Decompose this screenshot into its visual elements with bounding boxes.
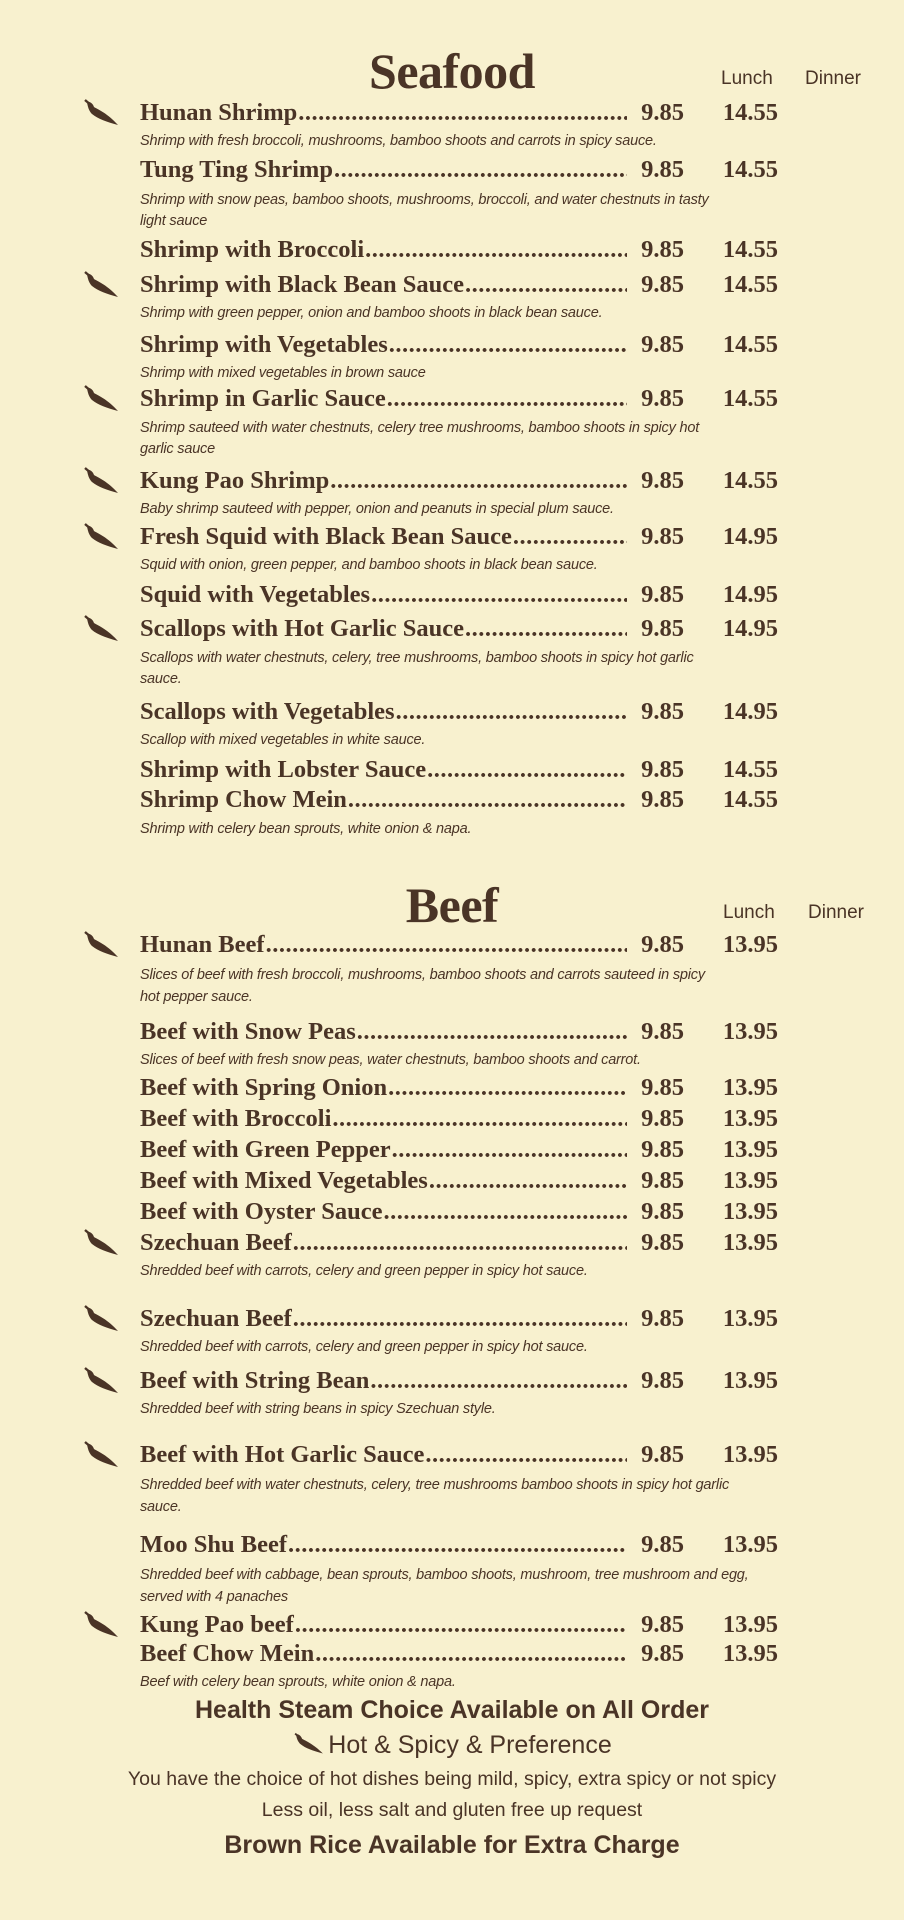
item-name: Beef with Snow Peas [140, 1018, 356, 1045]
dinner-price: 14.95 [722, 581, 778, 608]
dinner-price: 13.95 [722, 1167, 778, 1194]
menu-item-row [140, 270, 778, 300]
lunch-price: 9.85 [641, 1167, 684, 1194]
chili-pepper-icon [82, 466, 120, 496]
section-title-beef: Beef [405, 877, 499, 933]
menu-item-row [140, 1166, 778, 1196]
spicy-choice-note: You have the choice of hot dishes being mild, spicy, extra spicy or not spicy [127, 1768, 777, 1790]
item-name: Beef with Hot Garlic Sauce [140, 1441, 425, 1468]
menu-item-row [140, 1304, 778, 1334]
item-name: Kung Pao beef [140, 1611, 294, 1638]
chili-pepper-icon [82, 98, 120, 128]
item-name: Shrimp with Lobster Sauce [140, 756, 427, 783]
section-title-seafood: Seafood [369, 43, 535, 99]
dot-leader [334, 155, 627, 185]
item-description [140, 648, 840, 690]
lunch-price: 9.85 [641, 1441, 684, 1468]
lunch-price: 9.85 [641, 1611, 684, 1638]
brown-rice-note: Brown Rice Available for Extra Charge [224, 1831, 680, 1859]
dinner-price: 14.55 [722, 99, 778, 126]
dinner-price: 14.95 [722, 523, 778, 550]
menu-item-row [140, 930, 778, 960]
menu-item-row [140, 522, 778, 552]
item-name: Shrimp with Black Bean Sauce [140, 271, 464, 298]
item-description-line: Slices of beef with fresh snow peas, water chestnuts, bamboo shoots and carrot. [140, 1052, 641, 1068]
dinner-price: 14.55 [722, 236, 778, 263]
lunch-price: 9.85 [641, 99, 684, 126]
dinner-header-beef: Dinner [808, 902, 864, 923]
menu-item-row [140, 1197, 778, 1227]
item-name: Beef with Spring Onion [140, 1074, 388, 1101]
item-description-line: Beef with celery bean sprouts, white onion & napa. [140, 1674, 456, 1690]
item-description-line: Shredded beef with carrots, celery and green pepper in spicy hot sauce. [140, 1339, 588, 1355]
menu-item-row [140, 614, 778, 644]
lunch-price: 9.85 [641, 698, 684, 725]
lunch-price: 9.85 [641, 931, 684, 958]
dot-leader [365, 235, 627, 265]
dot-leader [388, 1073, 627, 1103]
chili-pepper-icon [292, 1731, 326, 1757]
lunch-price: 9.85 [641, 467, 684, 494]
item-name: Beef with Broccoli [140, 1105, 332, 1132]
dot-leader [288, 1530, 627, 1560]
dinner-price: 13.95 [722, 1611, 778, 1638]
dot-leader [330, 466, 627, 496]
menu-item-row [140, 755, 778, 785]
item-description-line: Shrimp sauteed with water chestnuts, celery tree mushrooms, bamboo shoots in spicy hot [140, 420, 700, 436]
health-steam-note: Health Steam Choice Available on All Order [194, 1696, 710, 1724]
lunch-price: 9.85 [641, 236, 684, 263]
item-name: Moo Shu Beef [140, 1531, 287, 1558]
lunch-price: 9.85 [641, 331, 684, 358]
lunch-price: 9.85 [641, 786, 684, 813]
item-name: Szechuan Beef [140, 1229, 292, 1256]
dinner-price: 13.95 [722, 931, 778, 958]
item-name: Scallops with Vegetables [140, 698, 395, 725]
lunch-price: 9.85 [641, 156, 684, 183]
item-name: Beef with Mixed Vegetables [140, 1167, 428, 1194]
item-description-line: Shredded beef with water chestnuts, celery, tree mushrooms bamboo shoots in spicy hot garlic [140, 1477, 730, 1493]
menu-item-row [140, 1639, 778, 1669]
menu-item-row [140, 1530, 778, 1560]
menu-item-row [140, 1366, 778, 1396]
lunch-price: 9.85 [641, 385, 684, 412]
menu-item-row [140, 155, 778, 185]
lunch-price: 9.85 [641, 1229, 684, 1256]
item-description [140, 500, 840, 518]
chili-pepper-icon [82, 930, 120, 960]
item-description-line: Shrimp with fresh broccoli, mushrooms, bamboo shoots and carrots in spicy sauce. [140, 133, 657, 149]
dinner-price: 14.55 [722, 331, 778, 358]
item-description [140, 1564, 840, 1608]
item-name: Kung Pao Shrimp [140, 467, 330, 494]
dietary-note: Less oil, less salt and gluten free up request [261, 1799, 643, 1821]
dinner-price: 13.95 [722, 1441, 778, 1468]
menu-item-row [140, 580, 778, 610]
item-description-line: sauce. [140, 671, 182, 687]
item-name: Shrimp with Vegetables [140, 331, 388, 358]
item-description-line: sauce. [140, 1499, 182, 1515]
lunch-price: 9.85 [641, 756, 684, 783]
item-description-line: Shrimp with celery bean sprouts, white onion & napa. [140, 821, 472, 837]
item-description-line: hot pepper sauce. [140, 989, 253, 1005]
dot-leader [383, 1197, 627, 1227]
item-name: Beef Chow Mein [140, 1640, 315, 1667]
item-description [140, 1338, 840, 1356]
item-description [140, 1262, 840, 1280]
lunch-price: 9.85 [641, 581, 684, 608]
menu-item-row [140, 697, 778, 727]
item-description-line: Shrimp with green pepper, onion and bamboo shoots in black bean sauce. [140, 305, 603, 321]
dinner-price: 13.95 [722, 1367, 778, 1394]
item-description [140, 556, 840, 574]
menu-item-row [140, 1073, 778, 1103]
dinner-price: 14.55 [722, 467, 778, 494]
item-description [140, 1051, 840, 1069]
lunch-price: 9.85 [641, 615, 684, 642]
dot-leader [371, 580, 627, 610]
dot-leader [465, 614, 627, 644]
dot-leader [357, 1017, 627, 1047]
item-description-line: served with 4 panaches [140, 1589, 288, 1605]
menu-item-row [140, 1440, 778, 1470]
chili-pepper-icon [82, 522, 120, 552]
lunch-price: 9.85 [641, 1105, 684, 1132]
spicy-legend [0, 1731, 904, 1760]
item-name: Hunan Beef [140, 931, 265, 958]
item-description-line: light sauce [140, 213, 208, 229]
item-description-line: Shredded beef with string beans in spicy Szechuan style. [140, 1401, 496, 1417]
item-description [140, 964, 840, 1008]
item-description [140, 190, 840, 232]
dinner-price: 14.55 [722, 271, 778, 298]
item-description-line: Slices of beef with fresh broccoli, mushrooms, bamboo shoots and carrots sauteed in spicy [140, 967, 705, 983]
dinner-price: 13.95 [722, 1018, 778, 1045]
dot-leader [370, 1366, 627, 1396]
dot-leader [389, 330, 627, 360]
dot-leader [266, 930, 627, 960]
chili-pepper-icon [82, 384, 120, 414]
item-name: Hunan Shrimp [140, 99, 298, 126]
item-description [140, 304, 840, 322]
dot-leader [465, 270, 627, 300]
dinner-price: 13.95 [722, 1105, 778, 1132]
lunch-price: 9.85 [641, 1531, 684, 1558]
menu-item-row [140, 1135, 778, 1165]
dinner-header-seafood: Dinner [805, 68, 861, 89]
lunch-price: 9.85 [641, 1367, 684, 1394]
item-description-line: Shrimp with mixed vegetables in brown sauce [140, 365, 426, 381]
item-name: Tung Ting Shrimp [140, 156, 333, 183]
dinner-price: 14.55 [722, 756, 778, 783]
chili-pepper-icon [82, 1304, 120, 1334]
dot-leader [427, 755, 627, 785]
menu-item-row [140, 235, 778, 265]
dot-leader [396, 697, 627, 727]
lunch-price: 9.85 [641, 271, 684, 298]
lunch-header-beef: Lunch [723, 902, 775, 923]
item-name: Fresh Squid with Black Bean Sauce [140, 523, 512, 550]
dinner-price: 14.95 [722, 615, 778, 642]
dinner-price: 14.55 [722, 156, 778, 183]
menu-item-row [140, 785, 778, 815]
lunch-price: 9.85 [641, 1640, 684, 1667]
dot-leader [392, 1135, 627, 1165]
lunch-price: 9.85 [641, 1305, 684, 1332]
item-name: Shrimp with Broccoli [140, 236, 365, 263]
item-name: Scallops with Hot Garlic Sauce [140, 615, 464, 642]
dinner-price: 13.95 [722, 1136, 778, 1163]
lunch-price: 9.85 [641, 1198, 684, 1225]
item-description [140, 731, 840, 749]
chili-pepper-icon [82, 1228, 120, 1258]
item-name: Beef with Oyster Sauce [140, 1198, 383, 1225]
item-description-line: Scallop with mixed vegetables in white sauce. [140, 732, 426, 748]
menu-item-row [140, 1228, 778, 1258]
item-name: Beef with String Bean [140, 1367, 370, 1394]
item-name: Squid with Vegetables [140, 581, 371, 608]
dinner-price: 13.95 [722, 1640, 778, 1667]
dot-leader [293, 1228, 627, 1258]
dot-leader [513, 522, 627, 552]
chili-pepper-icon [82, 1366, 120, 1396]
item-description [140, 364, 840, 382]
lunch-price: 9.85 [641, 1074, 684, 1101]
item-name: Shrimp Chow Mein [140, 786, 347, 813]
item-name: Beef with Green Pepper [140, 1136, 391, 1163]
item-description [140, 1400, 840, 1418]
item-name: Shrimp in Garlic Sauce [140, 385, 386, 412]
dot-leader [298, 98, 627, 128]
menu-item-row [140, 466, 778, 496]
item-description [140, 1673, 840, 1691]
dot-leader [429, 1166, 627, 1196]
chili-pepper-icon [82, 1440, 120, 1470]
item-description-line: Shredded beef with cabbage, bean sprouts, bamboo shoots, mushroom, tree mushroom and egg, [140, 1567, 749, 1583]
lunch-header-seafood: Lunch [721, 68, 773, 89]
lunch-price: 9.85 [641, 1018, 684, 1045]
menu-item-row [140, 1017, 778, 1047]
item-description [140, 132, 840, 150]
dot-leader [387, 384, 627, 414]
item-description-line: Shredded beef with carrots, celery and green pepper in spicy hot sauce. [140, 1263, 588, 1279]
lunch-price: 9.85 [641, 523, 684, 550]
dinner-price: 14.55 [722, 786, 778, 813]
lunch-price: 9.85 [641, 1136, 684, 1163]
dinner-price: 13.95 [722, 1198, 778, 1225]
dot-leader [315, 1639, 627, 1669]
chili-pepper-icon [82, 270, 120, 300]
dinner-price: 14.55 [722, 385, 778, 412]
item-description-line: garlic sauce [140, 441, 215, 457]
item-description [140, 820, 840, 838]
dinner-price: 13.95 [722, 1531, 778, 1558]
dot-leader [293, 1304, 627, 1334]
chili-pepper-icon [82, 1610, 120, 1640]
item-description-line: Shrimp with snow peas, bamboo shoots, mushrooms, broccoli, and water chestnuts in tasty [140, 192, 709, 208]
dinner-price: 13.95 [722, 1305, 778, 1332]
item-description-line: Baby shrimp sauteed with pepper, onion and peanuts in special plum sauce. [140, 501, 614, 517]
chili-pepper-icon [82, 614, 120, 644]
menu-item-row [140, 384, 778, 414]
item-description [140, 1474, 840, 1518]
spicy-legend-text: Hot & Spicy & Preference [328, 1731, 612, 1759]
dot-leader [295, 1610, 627, 1640]
item-description-line: Squid with onion, green pepper, and bamboo shoots in black bean sauce. [140, 557, 598, 573]
menu-item-row [140, 1104, 778, 1134]
dinner-price: 14.95 [722, 698, 778, 725]
dot-leader [348, 785, 627, 815]
dinner-price: 13.95 [722, 1074, 778, 1101]
dinner-price: 13.95 [722, 1229, 778, 1256]
menu-item-row [140, 330, 778, 360]
menu-item-row [140, 1610, 778, 1640]
dot-leader [332, 1104, 627, 1134]
item-description-line: Scallops with water chestnuts, celery, tree mushrooms, bamboo shoots in spicy hot garlic [140, 650, 694, 666]
item-description [140, 418, 840, 460]
dot-leader [425, 1440, 627, 1470]
menu-item-row [140, 98, 778, 128]
item-name: Szechuan Beef [140, 1305, 292, 1332]
